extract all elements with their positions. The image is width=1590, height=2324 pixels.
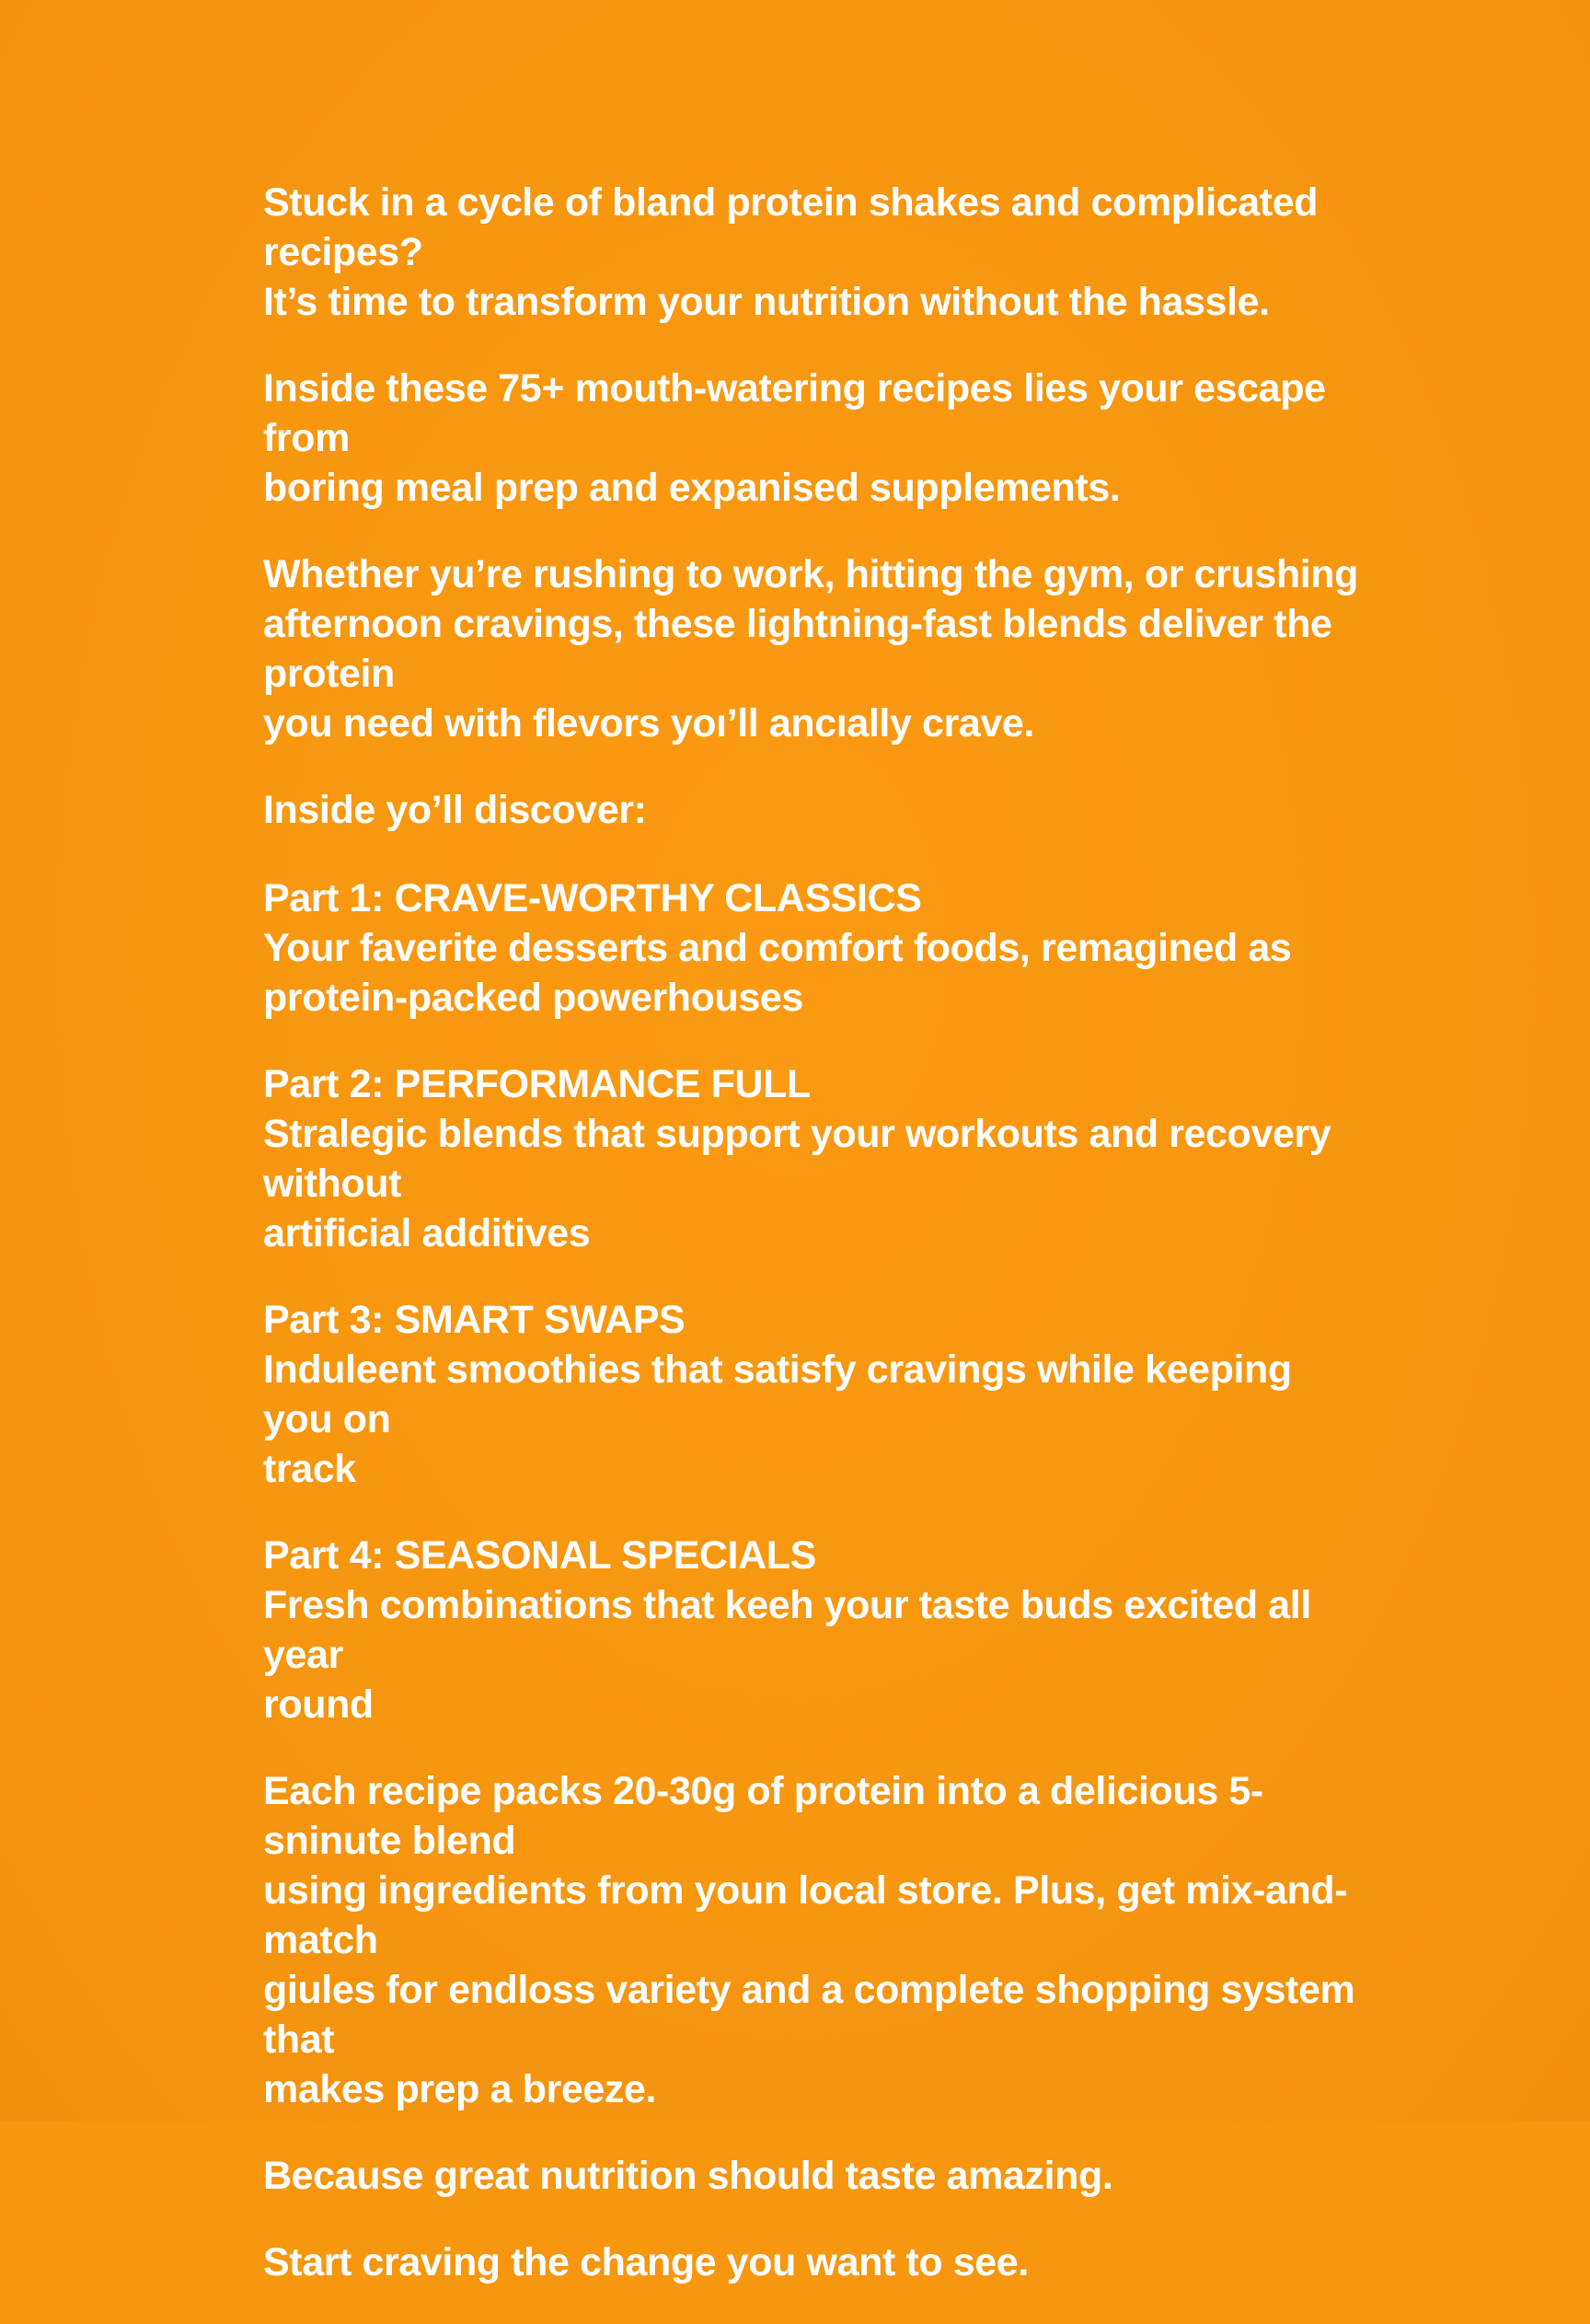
part-1-title: Part 1: CRAVE-WORTHY CLASSICS [263, 876, 922, 920]
part-2-section [263, 1059, 1367, 1258]
intro-paragraph-3: Whether yu’re rushing to work, hitting the gym, or crushing afternoon cravings, these lightning-fast blends deliver the protein you need with flevors yoı’ll ancıally crave. [263, 552, 1359, 746]
part-1-section [263, 873, 1367, 1023]
part-3-section [263, 1295, 1367, 1494]
part-4-section [263, 1531, 1367, 1729]
part-3-title: Part 3: SMART SWAPS [263, 1298, 686, 1342]
outro-paragraph-2: Because great nutrition should taste amazing. [263, 2154, 1113, 2198]
part-2-title: Part 2: PERFORMANCE FULL [263, 1062, 811, 1106]
part-3-description: Induleent smoothies that satisfy cravings while keeping you on track [263, 1347, 1292, 1491]
part-1-description: Your faverite desserts and comfort foods, remagined as protein-packed powerhouses [263, 926, 1292, 1020]
intro-paragraph-1: Stuck in a cycle of bland protein shakes and complicated recipes? It’s time to transform your nutrition without the hassle. [263, 180, 1319, 324]
description-text-block [263, 178, 1367, 2324]
outro-paragraph-1: Each recipe packs 20-30g of protein into a delicious 5-sninute blend using ingredients from youn local store. Plus, get mix-and-match giules for endloss variety and a complete shopping system that makes prep a breeze. [263, 1769, 1355, 2111]
part-2-description: Stralegic blends that support your workouts and recovery without artificial additives [263, 1112, 1331, 1255]
part-4-description: Fresh combinations that keeh your taste buds excited all year round [263, 1583, 1311, 1727]
intro-paragraph-2: Inside these 75+ mouth-watering recipes lies your escape from boring meal prep and expanised supplements. [263, 366, 1326, 510]
part-4-title: Part 4: SEASONAL SPECIALS [263, 1533, 816, 1578]
discover-heading: Inside yo’ll discover: [263, 788, 647, 832]
outro-paragraph-3: Start craving the change you want to see. [263, 2240, 1029, 2284]
